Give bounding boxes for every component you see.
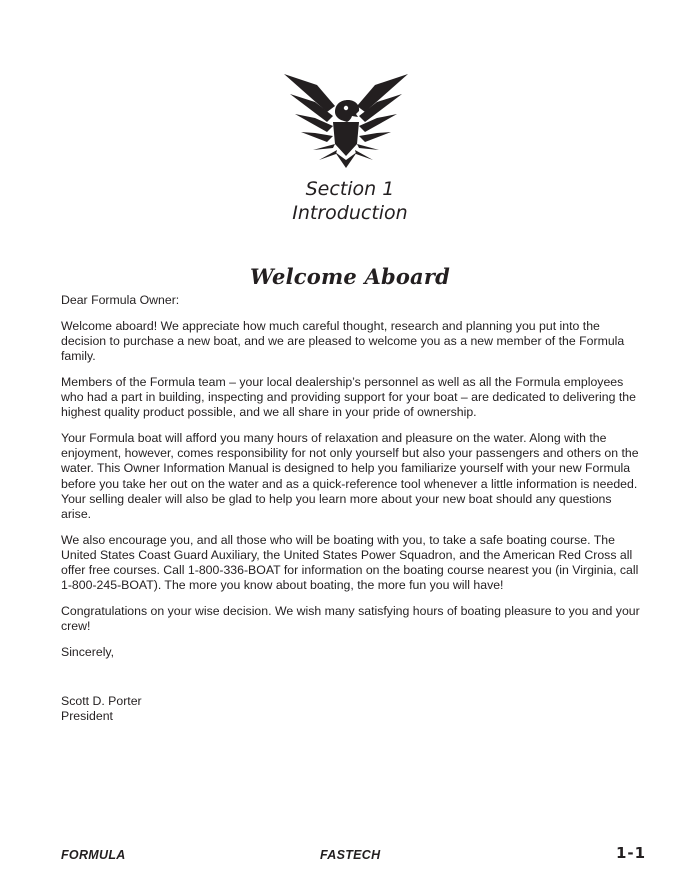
letter-body: [61, 293, 641, 724]
signer-title: President: [61, 709, 113, 724]
letter-paragraph: We also encourage you, and all those who will be boating with you, to take a safe boating course. The United States Coast Guard Auxiliary, the United States Power Squadron, and the American Red Cross all offer free courses. Call 1-800-336-BOAT for information on the boating course nearest you (in Virginia, call 1-800-245-BOAT). The more you know about boating, the more fun you will have!: [61, 532, 639, 593]
letter-paragraph: Your Formula boat will afford you many hours of relaxation and pleasure on the water. Along with the enjoyment, however, comes responsibility for not only yourself but also your passengers and others on the water. This Owner Information Manual is designed to help you familiarize yourself with your new Formula before you take her out on the water and as a quick-reference tool whenever a little information is needed. Your selling dealer will also be glad to help you learn more about your new boat should any questions arise.: [61, 430, 639, 521]
letter-paragraph: Welcome aboard! We appreciate how much careful thought, research and planning you put into the decision to purchase a new boat, and we are pleased to welcome you as a new member of the Formula family.: [61, 318, 625, 364]
closing: Sincerely,: [61, 644, 115, 659]
section-title: Introduction: [292, 202, 408, 224]
welcome-title: Welcome Aboard: [249, 264, 451, 289]
salutation: Dear Formula Owner:: [61, 293, 180, 307]
signature-block: [61, 694, 641, 724]
letter-paragraph: Congratulations on your wise decision. We wish many satisfying hours of boating pleasure to you and your crew!: [61, 603, 640, 634]
footer-brand: FORMULA: [61, 848, 126, 862]
eagle-icon: [283, 72, 409, 168]
signer-name: Scott D. Porter: [61, 694, 142, 709]
page-number: 1-1: [616, 844, 647, 862]
section-number: Section 1: [305, 178, 395, 200]
letter-paragraph: Members of the Formula team – your local dealership’s personnel as well as all the Formula employees who had a part in building, inspecting and providing support for your boat – are dedicated to delivering the highest quality product possible, and we all share in your pride of ownership.: [61, 374, 636, 420]
footer-product: FASTECH: [320, 848, 381, 862]
section-heading: [240, 177, 460, 225]
